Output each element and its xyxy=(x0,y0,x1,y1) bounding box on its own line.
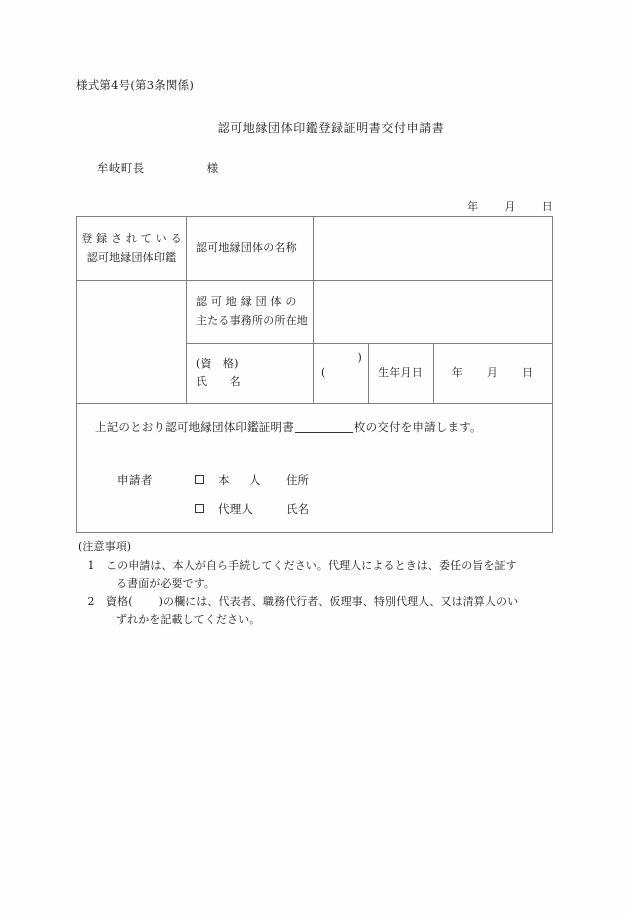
applicant-name-label: 氏名 xyxy=(286,501,309,516)
applicant-section xyxy=(117,465,309,523)
applicant-address-label: 住所 xyxy=(286,472,309,487)
note-body-2 xyxy=(106,593,576,629)
note-item-1 xyxy=(76,557,576,593)
date-month-label: 月 xyxy=(504,200,516,213)
copies-count-input[interactable] xyxy=(295,432,353,433)
qualification-open-paren: ( xyxy=(321,365,326,379)
birthdate-label: 生年月日 xyxy=(378,365,423,379)
applicant-label: 申請者 xyxy=(117,472,153,487)
note-2-line2: ずれかを記載してください。 xyxy=(116,613,261,627)
registered-seal-label-cell xyxy=(77,217,186,280)
date-day-label: 日 xyxy=(541,200,553,213)
application-table xyxy=(76,216,553,533)
note-1-line1: この申請は、本人が自ら手続してください。代理人によるときは、委任の旨を証す xyxy=(106,558,517,572)
submission-date-line xyxy=(0,198,553,214)
note-number-1: 1 xyxy=(87,558,95,572)
birthdate-day-label: 日 xyxy=(522,365,534,379)
notes-section xyxy=(76,538,576,629)
office-address-label-cell xyxy=(186,280,313,343)
name-label: 氏 名 xyxy=(196,375,241,388)
checkbox-self[interactable] xyxy=(195,475,204,484)
office-address-label-line2: 主たる事務所の所在地 xyxy=(196,313,308,327)
applicant-row-agent xyxy=(117,494,309,523)
birthdate-year-label: 年 xyxy=(451,365,463,379)
table-hrule-row3 xyxy=(77,403,552,404)
office-address-value-cell[interactable] xyxy=(313,280,552,343)
qualification-close-paren: ) xyxy=(357,351,362,364)
qualification-name-label-cell xyxy=(186,343,313,403)
group-name-value-cell[interactable] xyxy=(313,217,552,280)
form-code: 様式第4号(第3条関係) xyxy=(76,78,195,92)
addressee-honorific: 様 xyxy=(206,161,219,175)
qualification-label: (資 格) xyxy=(196,356,239,370)
addressee xyxy=(97,160,219,176)
applicant-row-self xyxy=(117,465,309,494)
birthdate-value-cell[interactable] xyxy=(433,343,552,403)
note-2-line1-a: 資格( xyxy=(106,595,133,609)
statement-prefix: 上記のとおり認可地縁団体印鑑証明書 xyxy=(95,420,294,434)
office-address-label-line1: 認 可 地 縁 団 体 の xyxy=(196,295,297,309)
note-2-line1-b: )の欄には、代表者、職務代行者、仮理事、特別代理人、又は清算人のい xyxy=(158,595,519,609)
checkbox-agent[interactable] xyxy=(195,504,204,513)
note-item-2 xyxy=(76,593,576,629)
application-statement xyxy=(95,419,482,435)
applicant-option-agent: 代理人 xyxy=(218,501,254,516)
group-name-label-cell xyxy=(186,217,313,280)
registered-seal-label-line1: 登 録 さ れ て い る xyxy=(81,232,182,246)
addressee-office: 牟岐町長 xyxy=(97,161,145,175)
applicant-option-self: 本 人 xyxy=(218,472,265,487)
note-number-2: 2 xyxy=(87,595,95,609)
group-name-label: 認可地縁団体の名称 xyxy=(196,241,297,255)
note-1-line2: る書面が必要です。 xyxy=(116,576,216,590)
notes-title: (注意事項) xyxy=(78,540,132,553)
qualification-close-paren-cell xyxy=(313,343,368,403)
note-body-1 xyxy=(106,557,576,593)
seal-impression-area[interactable] xyxy=(77,280,186,403)
date-year-label: 年 xyxy=(467,200,479,213)
registered-seal-label-line2: 認可地縁団体印鑑 xyxy=(86,250,177,264)
statement-suffix: 枚の交付を申請します。 xyxy=(353,420,482,434)
birthdate-label-cell xyxy=(368,343,433,403)
birthdate-month-label: 月 xyxy=(486,365,499,379)
page-title: 認可地縁団体印鑑登録証明書交付申請書 xyxy=(217,121,445,135)
